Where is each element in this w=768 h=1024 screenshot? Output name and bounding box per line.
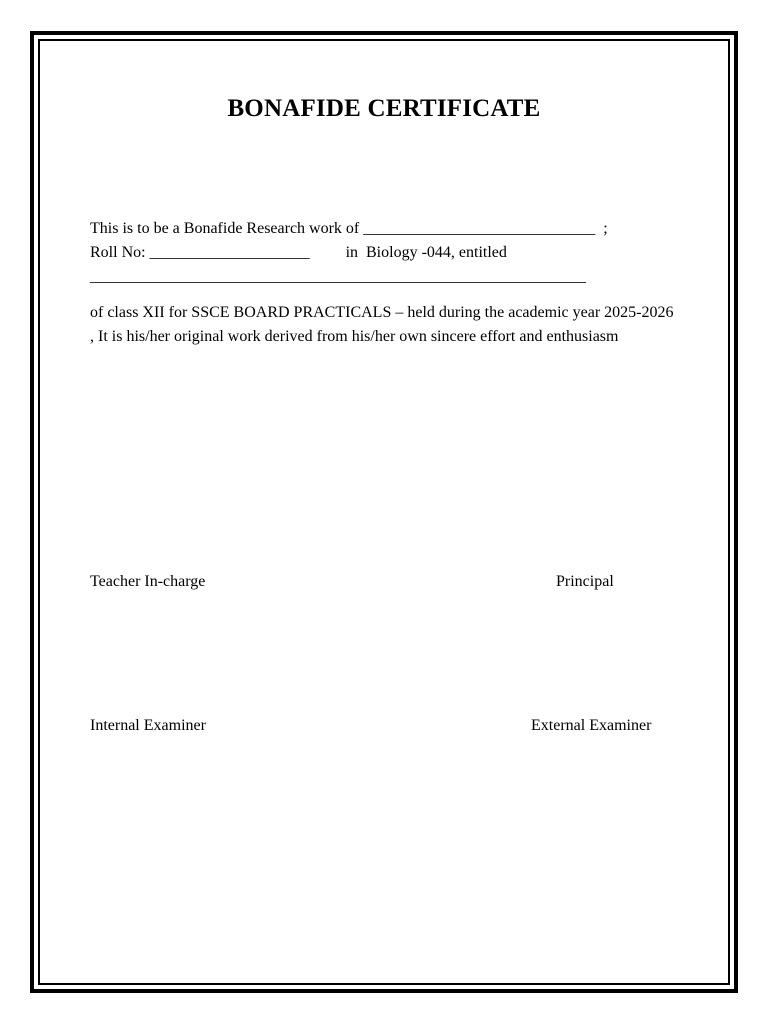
title-blank-line: ______________________________________________________________	[90, 268, 586, 285]
roll-number-line: Roll No: ____________________ in Biology -044, entitled	[90, 244, 507, 261]
external-examiner-signature-label: External Examiner	[531, 717, 652, 734]
internal-examiner-signature-label: Internal Examiner	[90, 717, 206, 734]
research-work-line: This is to be a Bonafide Research work of _____________________________ ;	[90, 220, 608, 237]
teacher-signature-label: Teacher In-charge	[90, 573, 206, 590]
certificate-title: BONAFIDE CERTIFICATE	[227, 95, 541, 122]
certificate-body-paragraph: of class XII for SSCE BOARD PRACTICALS – held during the academic year 2025-2026 , It is his/her original work derived from his/her own sincere effort and enthusiasm	[90, 304, 674, 345]
principal-signature-label: Principal	[556, 573, 614, 590]
inner-border	[38, 39, 730, 985]
